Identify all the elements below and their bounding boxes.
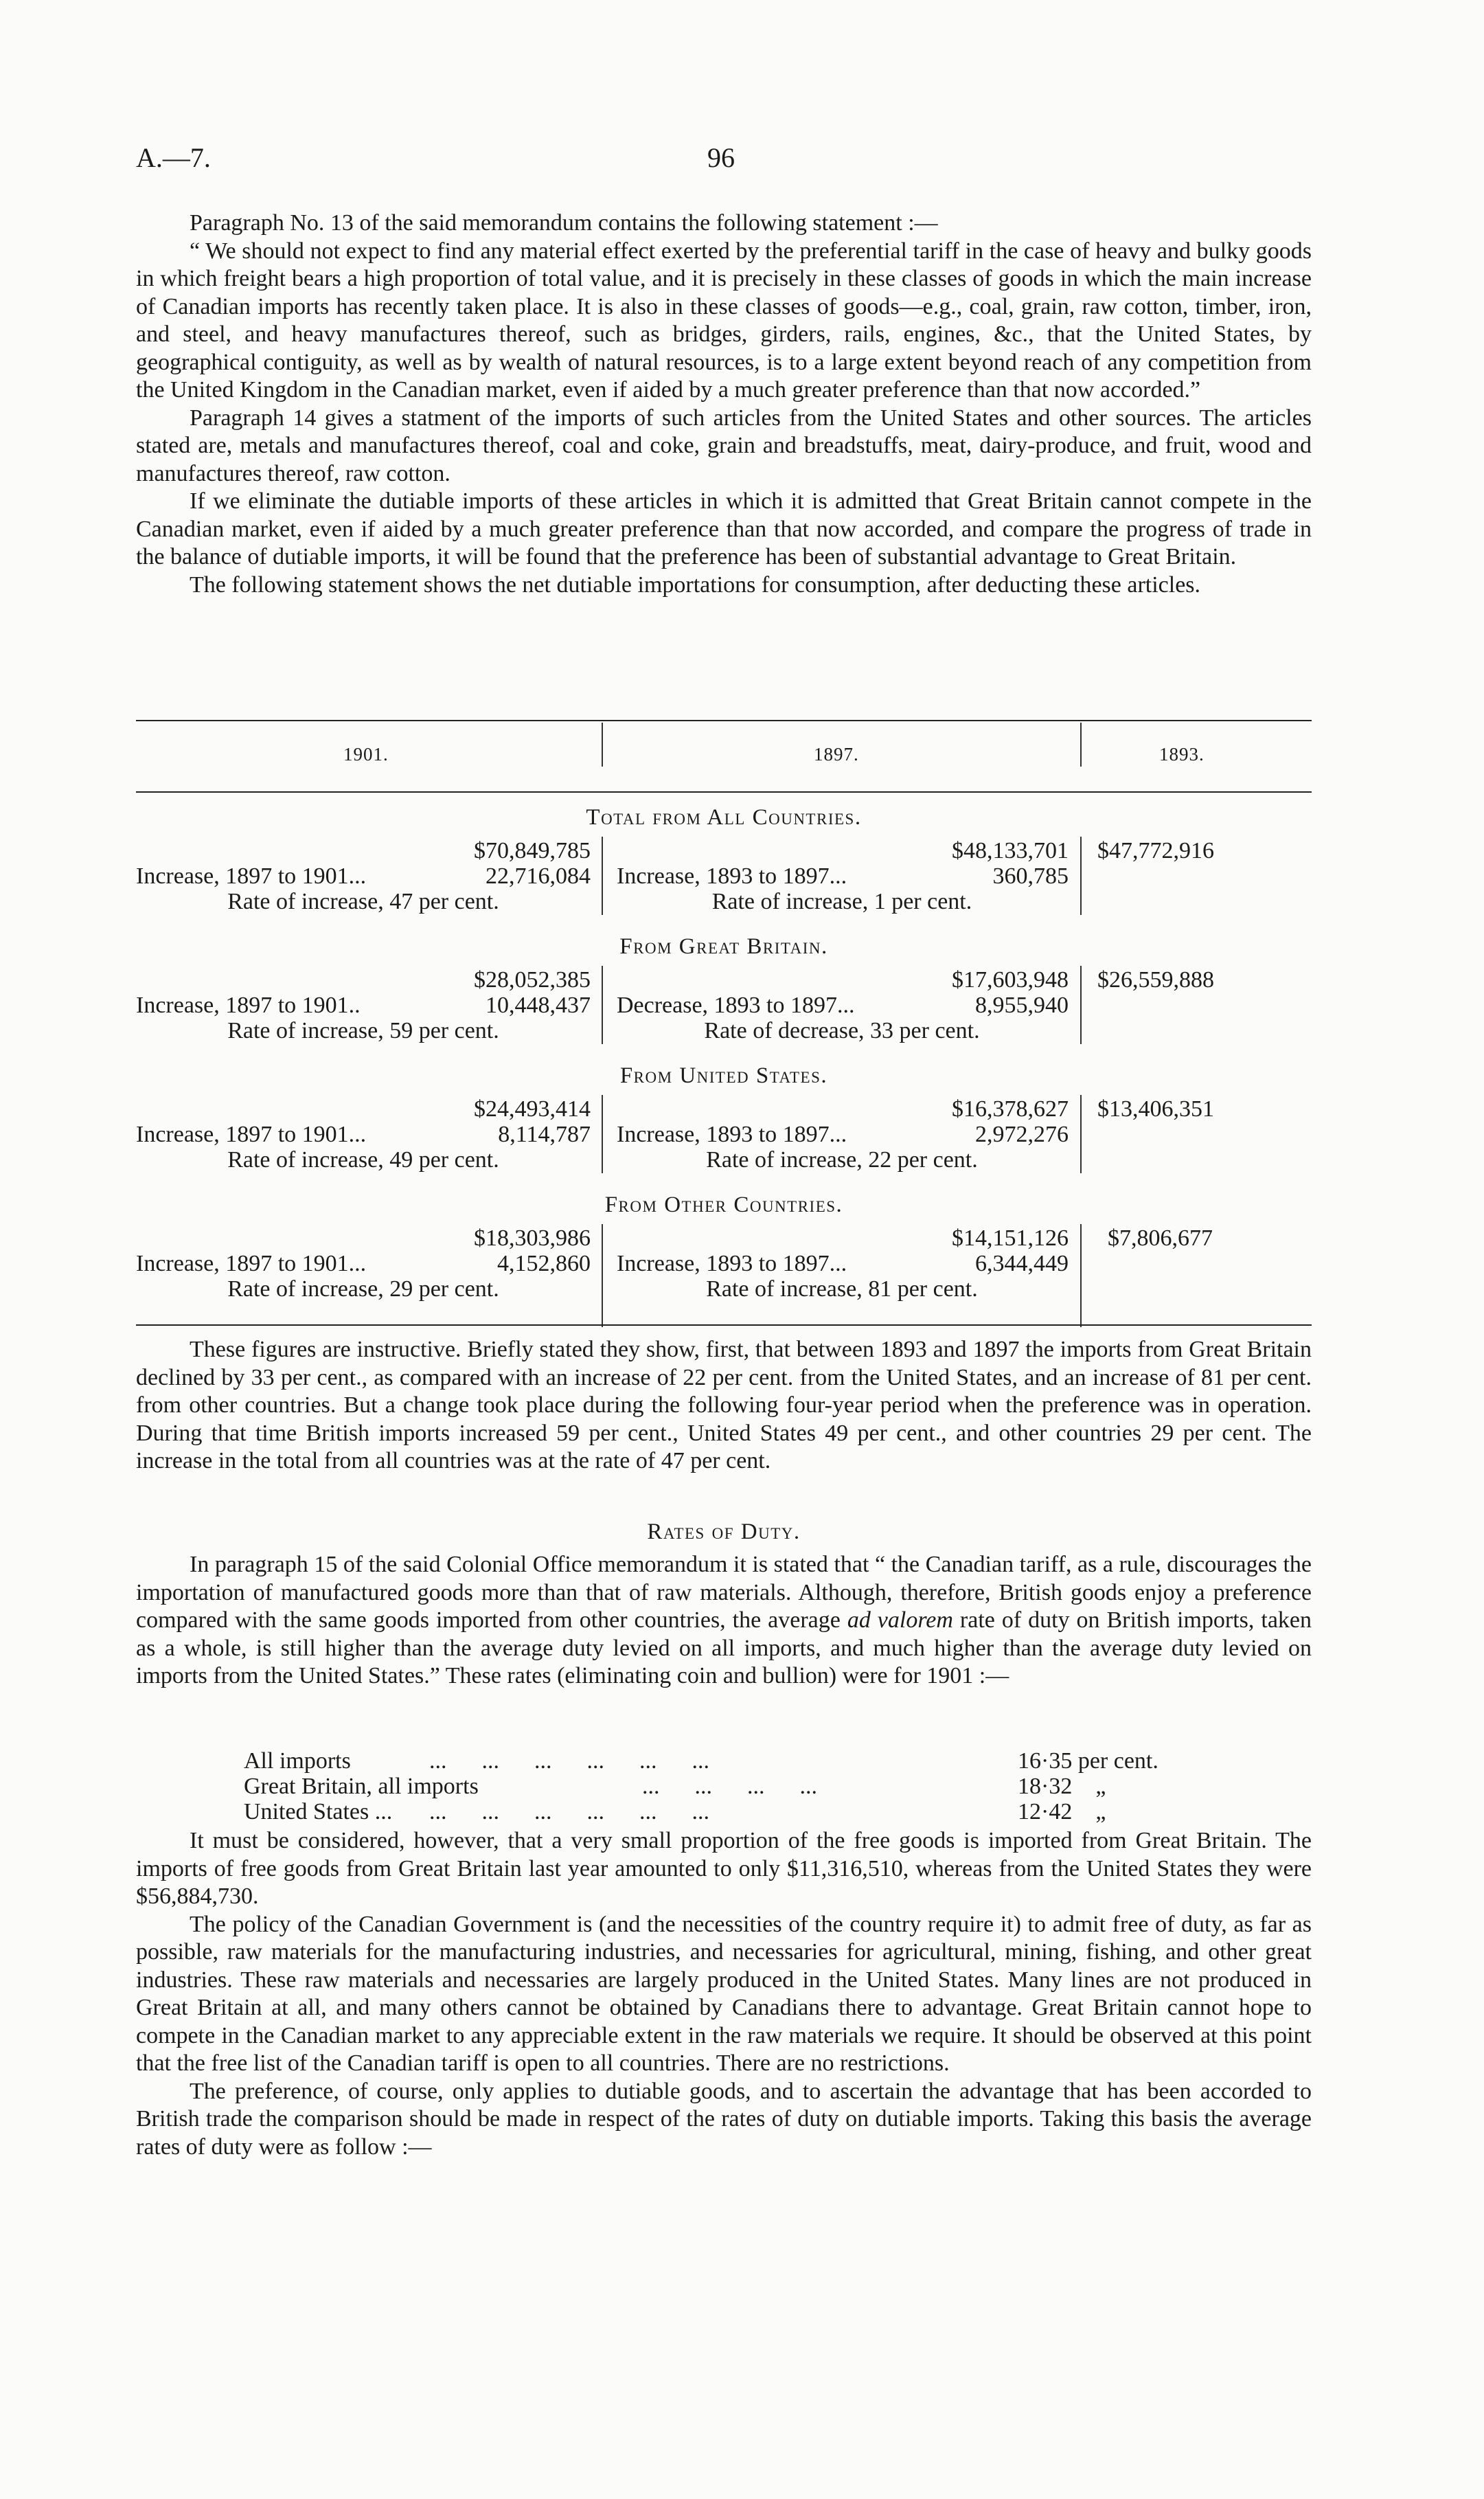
rate-value-great-britain: 18·32 „ [1018, 1774, 1106, 1799]
change-label-1897: Decrease, 1893 to 1897... [617, 993, 855, 1018]
rate-1901: Rate of increase, 29 per cent. [227, 1276, 499, 1302]
change-amount-1901: 4,152,860 [497, 1251, 591, 1276]
rates-paragraph: In paragraph 15 of the said Colonial Office memorandum it is stated that “ the Canadian tariff, as a rule, discourages the importation of manufactured goods more than that of raw materials. Although, therefore, British goods enjoy a preference compared with the same goods imported from other countries, the average ad valorem rate of duty on British imports, taken as a whole, is still higher than the average duty levied on all imports, and much higher than the average duty levied on imports from the United States.” These rates (eliminating coin and bullion) were for 1901 :— [136, 1552, 1312, 1688]
change-label-1901: Increase, 1897 to 1901... [136, 1122, 367, 1147]
rate-1897: Rate of increase, 81 per cent. [706, 1276, 978, 1302]
change-amount-1901: 22,716,084 [486, 863, 591, 889]
column-header-1897: 1897. [814, 744, 859, 765]
total-1893: $13,406,351 [1097, 1096, 1214, 1122]
divider-2 [1080, 1095, 1082, 1173]
change-amount-1897: 6,344,449 [975, 1251, 1069, 1276]
change-amount-1897: 2,972,276 [975, 1122, 1069, 1147]
change-label-1897: Increase, 1893 to 1897... [617, 1122, 847, 1147]
closing-paragraph-3: The preference, of course, only applies to dutiable goods, and to ascertain the advantage that has been accorded to British trade the comparison should be made in respect of the rates of duty on dutiable imports. Taking this basis the average rates of duty were as follow :— [136, 2078, 1312, 2160]
total-1897: $16,378,627 [952, 1096, 1069, 1122]
divider-1 [602, 837, 603, 915]
rate-value-all: 16·35 per cent. [1018, 1748, 1158, 1774]
column-header-1901: 1901. [343, 744, 389, 765]
document-code: A.—7. [136, 142, 211, 173]
intro-text [136, 210, 1312, 599]
rate-1897: Rate of increase, 1 per cent. [711, 889, 972, 914]
intro-quote: “ We should not expect to find any material effect exerted by the preferential tariff in the case of heavy and bulky goods in which freight bears a high proportion of total value, and it is precisely in these classes of goods in which the main increase of Canadian imports has recently taken place. It is also in these classes of goods—e.g., coal, grain, raw cotton, timber, iron, and steel, and heavy manufactures thereof, such as bridges, girders, rails, engines, &c., that the United States, by geographical contiguity, as well as by wealth of natural resources, is to a large extent beyond reach of any competition from the United Kingdom in the Canadian market, even if aided by a much greater preference than that now accorded.” [136, 238, 1312, 403]
intro-paragraph-4: If we eliminate the dutiable imports of these articles in which it is admitted that Great Britain cannot compete in the Canadian market, even if aided by a much greater preference than that now accorded, and compare the progress of trade in the balance of dutiable imports, it will be found that the preference has been of substantial advantage to Great Britain. [136, 488, 1312, 569]
change-label-1897: Increase, 1893 to 1897... [617, 863, 847, 889]
rate-1897: Rate of decrease, 33 per cent. [704, 1018, 980, 1043]
page-number: 96 [707, 142, 735, 173]
after-table-paragraph: These figures are instructive. Briefly stated they show, first, that between 1893 and 1897 the imports from Great Britain declined by 33 per cent., as compared with an increase of 22 per cent. from the United States, and an increase of 81 per cent. from other countries. But a change took place during the following four-year period when the preference was in operation. During that time British imports increased 59 per cent., United States 49 per cent., and other countries 29 per cent. The increase in the total from all countries was at the rate of 47 per cent. [136, 1337, 1312, 1473]
divider-1 [602, 1224, 603, 1327]
total-1901: $28,052,385 [474, 967, 591, 993]
after-table-text [136, 1336, 1312, 1475]
closing-paragraph-2: The policy of the Canadian Government is (and the necessities of the country require it) to admit free of duty, as far as possible, raw materials for the manufacturing industries, and necessaries for agricultural, mining, fishing, and other great industries. These raw materials and necessaries are largely produced in the United States. Many lines are not produced in Great Britain at all, and many others cannot be obtained by Canadians there to advantage. Great Britain cannot hope to compete in the Canadian market to any appreciable extent in the raw materials we require. It should be observed at this point that the free list of the Canadian tariff is open to all countries. There are no restrictions. [136, 1911, 1312, 2076]
divider-1 [602, 966, 603, 1044]
total-1893: $7,806,677 [1108, 1225, 1213, 1251]
rate-1901: Rate of increase, 47 per cent. [227, 889, 499, 914]
divider-2 [1080, 966, 1082, 1044]
change-label-1901: Increase, 1897 to 1901.. [136, 993, 361, 1018]
rate-dots-all: ... ... ... ... ... ... [429, 1748, 709, 1774]
total-1897: $17,603,948 [952, 967, 1069, 993]
table-header-rule [136, 791, 1312, 793]
rates-of-duty-heading: Rates of Duty. [647, 1519, 801, 1544]
intro-paragraph-3: Paragraph 14 gives a statment of the imports of such articles from the United States and other sources. The articles stated are, metals and manufactures thereof, coal and coke, grain and breadstuffs, meat, dairy-produce, and fruit, wood and manufactures thereof, raw cotton. [136, 405, 1312, 486]
rate-label-all: All imports [244, 1748, 351, 1774]
rates-text [136, 1551, 1312, 1690]
section-title-great-britain: From Great Britain. [619, 934, 828, 959]
rate-1897: Rate of increase, 22 per cent. [706, 1147, 978, 1173]
rate-1901: Rate of increase, 49 per cent. [227, 1147, 499, 1173]
change-label-1901: Increase, 1897 to 1901... [136, 1251, 367, 1276]
ad-valorem-term: ad valorem [847, 1607, 953, 1633]
rate-label-united-states: United States ... [244, 1799, 393, 1824]
total-1893: $47,772,916 [1097, 838, 1214, 863]
section-title-united-states: From United States. [619, 1063, 828, 1088]
divider-1 [602, 1095, 603, 1173]
change-amount-1897: 360,785 [992, 863, 1069, 889]
change-label-1901: Increase, 1897 to 1901... [136, 863, 367, 889]
intro-paragraph-1: Paragraph No. 13 of the said memorandum contains the following statement :— [190, 210, 938, 236]
section-title-total: Total from All Countries. [586, 805, 862, 830]
closing-text [136, 1827, 1312, 2161]
divider-2 [1080, 1224, 1082, 1327]
table-bottom-rule [136, 1324, 1312, 1326]
change-amount-1901: 8,114,787 [498, 1122, 591, 1147]
rate-value-united-states: 12·42 „ [1018, 1799, 1106, 1824]
total-1901: $70,849,785 [474, 838, 591, 863]
total-1901: $18,303,986 [474, 1225, 591, 1251]
column-header-1893: 1893. [1159, 744, 1205, 765]
rate-1901: Rate of increase, 59 per cent. [227, 1018, 499, 1043]
change-label-1897: Increase, 1893 to 1897... [617, 1251, 847, 1276]
change-amount-1897: 8,955,940 [975, 993, 1069, 1018]
rate-label-great-britain: Great Britain, all imports [244, 1774, 479, 1799]
intro-paragraph-5: The following statement shows the net dutiable importations for consumption, after deducting these articles. [190, 572, 1201, 598]
header-divider-2 [1080, 723, 1082, 767]
total-1897: $48,133,701 [952, 838, 1069, 863]
section-title-other-countries: From Other Countries. [604, 1192, 843, 1217]
rate-dots-great-britain: ... ... ... ... [642, 1774, 817, 1799]
total-1901: $24,493,414 [474, 1096, 591, 1122]
change-amount-1901: 10,448,437 [486, 993, 591, 1018]
table-top-rule [136, 720, 1312, 721]
rate-dots-united-states: ... ... ... ... ... ... [429, 1799, 709, 1824]
closing-paragraph-1: It must be considered, however, that a very small proportion of the free goods is imported from Great Britain. The imports of free goods from Great Britain last year amounted to only $11,316,510, whereas from the United States they were $56,884,730. [136, 1828, 1312, 1909]
header-divider-1 [602, 723, 603, 767]
total-1897: $14,151,126 [952, 1225, 1069, 1251]
total-1893: $26,559,888 [1097, 967, 1214, 993]
divider-2 [1080, 837, 1082, 915]
